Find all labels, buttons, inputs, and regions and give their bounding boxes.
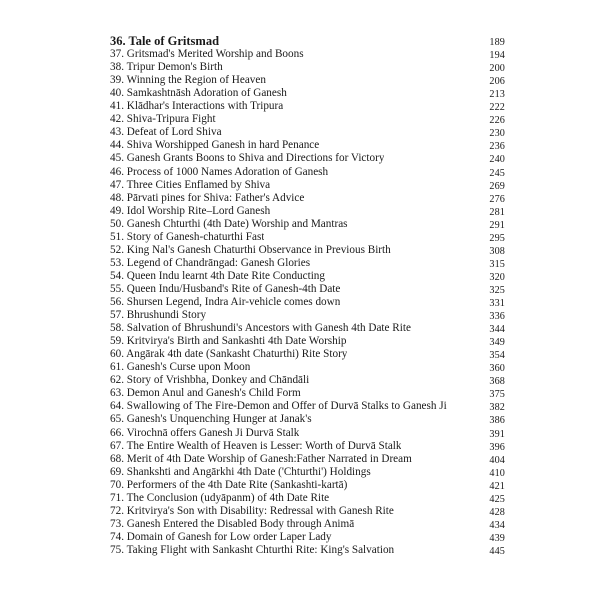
toc-entry-page-number: 349 xyxy=(489,337,505,349)
toc-entry-page-number: 386 xyxy=(489,415,505,427)
toc-entry-title: 66. Virochnā offers Ganesh Ji Durvā Stalk xyxy=(110,426,300,439)
toc-entry-page-number: 236 xyxy=(489,141,505,153)
toc-entry-title: 55. Queen Indu/Husband's Rite of Ganesh-4th Date xyxy=(110,282,341,295)
toc-entry-title: 37. Gritsmad's Merited Worship and Boons xyxy=(110,48,304,61)
toc-entry-page-number: 245 xyxy=(489,167,505,179)
toc-entry-title: 59. Kritvirya's Birth and Sankashti 4th Date Worship xyxy=(110,335,347,348)
toc-entry-title: 47. Three Cities Enflamed by Shiva xyxy=(110,178,271,191)
toc-entry-title: 75. Taking Flight with Sankasht Chturthi Rite: King's Salvation xyxy=(110,543,395,556)
toc-entry xyxy=(110,347,505,361)
toc-entry-title: 72. Kritvirya's Son with Disability: Redressal with Ganesh Rite xyxy=(110,504,394,517)
toc-entry-title: 57. Bhrushundi Story xyxy=(110,309,207,322)
toc-entry xyxy=(110,491,505,505)
toc-entry-title: 69. Shankshti and Angārkhi 4th Date ('Chturthi') Holdings xyxy=(110,465,371,478)
toc-entry-page-number: 421 xyxy=(489,480,505,492)
toc-entry-title: 70. Performers of the 4th Date Rite (Sankashti-kartā) xyxy=(110,478,348,491)
toc-entry-title: 62. Story of Vrishbha, Donkey and Chāndāli xyxy=(110,374,310,387)
toc-entry-page-number: 291 xyxy=(489,219,505,231)
toc-entry-title: 48. Pārvati pines for Shiva: Father's Advice xyxy=(110,191,305,204)
toc-entry-page-number: 439 xyxy=(489,532,505,544)
toc-entry-title: 41. Klādhar's Interactions with Tripura xyxy=(110,100,284,113)
toc-entry-page-number: 213 xyxy=(489,89,505,101)
toc-entry-page-number: 404 xyxy=(489,454,505,466)
toc-entry-page-number: 325 xyxy=(489,284,505,296)
toc-entry-title: 67. The Entire Wealth of Heaven is Lesser: Worth of Durvā Stalk xyxy=(110,439,402,452)
toc-entry-page-number: 226 xyxy=(489,115,505,127)
toc-entry-title: 71. The Conclusion (udyāpanm) of 4th Date Rite xyxy=(110,491,330,504)
toc-entry xyxy=(110,204,505,218)
toc-entry-page-number: 410 xyxy=(489,467,505,479)
toc-entry xyxy=(110,478,505,492)
toc-entry-page-number: 308 xyxy=(489,245,505,257)
toc-entry xyxy=(110,399,505,413)
toc-entry xyxy=(110,439,505,453)
toc-entry-title: 63. Demon Anul and Ganesh's Child Form xyxy=(110,387,301,400)
toc-entry-page-number: 194 xyxy=(489,50,505,62)
toc-entry-title: 64. Swallowing of The Fire-Demon and Offer of Durvā Stalks to Ganesh Ji xyxy=(110,400,447,413)
toc-entry-page-number: 344 xyxy=(489,324,505,336)
toc-entry xyxy=(110,269,505,283)
toc-entry xyxy=(110,243,505,257)
toc-entry-page-number: 360 xyxy=(489,363,505,375)
toc-entry xyxy=(110,412,505,426)
toc-entry-title: 52. King Nal's Ganesh Chaturthi Observance in Previous Birth xyxy=(110,243,391,256)
toc-entry xyxy=(110,517,505,531)
toc-entry-title: 46. Process of 1000 Names Adoration of Ganesh xyxy=(110,165,329,178)
toc-entry xyxy=(110,321,505,335)
toc-entry-page-number: 331 xyxy=(489,298,505,309)
toc-entry-page-number: 200 xyxy=(489,63,505,75)
toc-entry-page-number: 320 xyxy=(489,271,505,283)
toc-entry-page-number: 375 xyxy=(489,389,505,401)
toc-entry-title: 56. Shursen Legend, Indra Air-vehicle comes down xyxy=(110,296,341,308)
toc-entry xyxy=(110,191,505,205)
toc-entry-title: 42. Shiva-Tripura Fight xyxy=(110,113,216,126)
toc-entry xyxy=(110,86,505,100)
toc-entry-page-number: 445 xyxy=(489,545,505,557)
toc-entry-page-number: 354 xyxy=(489,350,505,362)
toc-entry xyxy=(110,112,505,126)
toc-entry xyxy=(110,256,505,270)
toc-entry xyxy=(110,295,505,309)
toc-entry-title: 53. Legend of Chandrāngad: Ganesh Glories xyxy=(110,256,311,269)
toc-entry-page-number: 425 xyxy=(489,493,505,505)
toc-entry xyxy=(110,230,505,244)
toc-entry-title: 54. Queen Indu learnt 4th Date Rite Conducting xyxy=(110,269,325,282)
toc-entry-page-number: 269 xyxy=(489,180,505,192)
toc-entry xyxy=(110,138,505,152)
toc-entry xyxy=(110,334,505,348)
toc-entry-title: 45. Ganesh Grants Boons to Shiva and Directions for Victory xyxy=(110,152,385,165)
toc-entry-page-number: 281 xyxy=(489,206,505,218)
toc-entry xyxy=(110,151,505,165)
toc-entry xyxy=(110,217,505,231)
toc-entry-title: 50. Ganesh Chturthi (4th Date) Worship and Mantras xyxy=(110,217,348,230)
toc-entry-page-number: 206 xyxy=(489,76,505,88)
toc-entry xyxy=(110,465,505,479)
toc-entry-title: 58. Salvation of Bhrushundi's Ancestors with Ganesh 4th Date Rite xyxy=(110,322,411,335)
toc-entry xyxy=(110,504,505,518)
toc-entry xyxy=(110,34,505,48)
toc-entry-page-number: 382 xyxy=(489,402,505,414)
toc-entry-page-number: 428 xyxy=(489,506,505,518)
toc-entry-page-number: 230 xyxy=(489,128,505,140)
toc-entry xyxy=(110,373,505,387)
toc-entry xyxy=(110,125,505,139)
toc-entry-title: 74. Domain of Ganesh for Low order Laper Lady xyxy=(110,530,332,543)
toc-entry-title: 68. Merit of 4th Date Worship of Ganesh:Father Narrated in Dream xyxy=(110,452,412,465)
toc-entry xyxy=(110,308,505,322)
toc-entry xyxy=(110,178,505,192)
toc-entry-page-number: 189 xyxy=(489,37,505,48)
toc-entry xyxy=(110,386,505,400)
toc-entry-title: 65. Ganesh's Unquenching Hunger at Janak's xyxy=(110,413,312,426)
toc-entry xyxy=(110,452,505,466)
toc-entry xyxy=(110,165,505,179)
toc-entry-page-number: 391 xyxy=(489,428,505,440)
toc-entry xyxy=(110,73,505,87)
toc-entry-title: 49. Idol Worship Rite–Lord Ganesh xyxy=(110,204,271,217)
toc-entry-title: 40. Samkashtnāsh Adoration of Ganesh xyxy=(110,87,287,100)
toc-entry-page-number: 434 xyxy=(489,519,505,531)
toc-entry-title: 38. Tripur Demon's Birth xyxy=(110,61,223,74)
toc-entry-page-number: 295 xyxy=(489,232,505,244)
toc-entry-page-number: 368 xyxy=(489,376,505,388)
toc-entry-page-number: 396 xyxy=(489,441,505,453)
toc-entry-title: 39. Winning the Region of Heaven xyxy=(110,74,266,87)
toc-entry-title: 73. Ganesh Entered the Disabled Body through Animā xyxy=(110,517,355,530)
toc-entry xyxy=(110,47,505,61)
toc-entry xyxy=(110,530,505,544)
toc-entry xyxy=(110,282,505,296)
toc-entry xyxy=(110,360,505,374)
toc-entry xyxy=(110,426,505,440)
toc-entry xyxy=(110,60,505,74)
toc-entry-title: 60. Angārak 4th date (Sankasht Chaturthi) Rite Story xyxy=(110,348,348,361)
toc-entry-title: 51. Story of Ganesh-chaturthi Fast xyxy=(110,230,265,243)
toc-entry-page-number: 240 xyxy=(489,154,505,166)
toc-entry-title: 61. Ganesh's Curse upon Moon xyxy=(110,361,251,374)
toc-entry-page-number: 315 xyxy=(489,258,505,270)
toc-entry-title: 43. Defeat of Lord Shiva xyxy=(110,126,222,139)
toc-entry xyxy=(110,99,505,113)
toc-entry xyxy=(110,543,505,557)
toc-entry-title: 36. Tale of Gritsmad xyxy=(110,34,220,48)
toc-entry-title: 44. Shiva Worshipped Ganesh in hard Penance xyxy=(110,139,320,152)
toc-entry-page-number: 276 xyxy=(489,193,505,205)
toc-entry-page-number: 336 xyxy=(489,311,505,323)
toc-entry-page-number: 222 xyxy=(489,102,505,114)
